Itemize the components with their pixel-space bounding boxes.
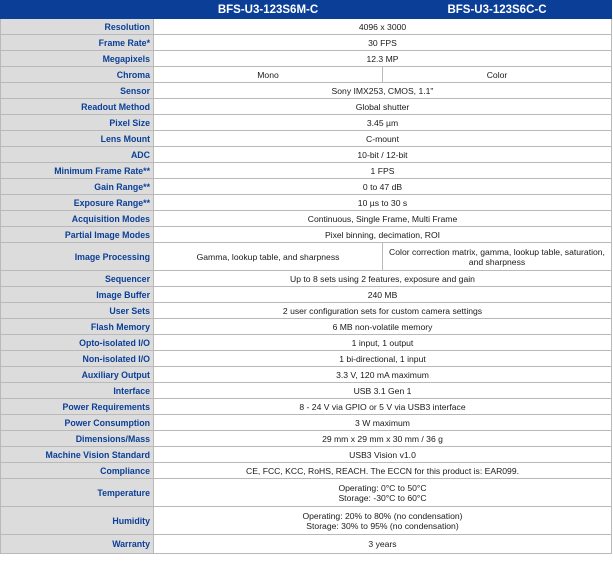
spec-value: USB3 Vision v1.0 xyxy=(154,447,612,463)
spec-label: Gain Range** xyxy=(1,179,154,195)
spec-value-color: Color xyxy=(383,67,612,83)
spec-label: Non-isolated I/O xyxy=(1,351,154,367)
spec-row xyxy=(1,163,612,179)
spec-row xyxy=(1,383,612,399)
spec-row xyxy=(1,99,612,115)
spec-value: 30 FPS xyxy=(154,35,612,51)
spec-value: CE, FCC, KCC, RoHS, REACH. The ECCN for this product is: EAR099. xyxy=(154,463,612,479)
spec-label: Machine Vision Standard xyxy=(1,447,154,463)
spec-label: Chroma xyxy=(1,67,154,83)
spec-label: Image Buffer xyxy=(1,287,154,303)
spec-label: Partial Image Modes xyxy=(1,227,154,243)
spec-label: Warranty xyxy=(1,535,154,554)
spec-label: Pixel Size xyxy=(1,115,154,131)
spec-value: 3 W maximum xyxy=(154,415,612,431)
spec-label: Dimensions/Mass xyxy=(1,431,154,447)
spec-value: 1 FPS xyxy=(154,163,612,179)
spec-label: Power Requirements xyxy=(1,399,154,415)
spec-value: Global shutter xyxy=(154,99,612,115)
spec-value-line: Operating: 0°C to 50°C xyxy=(338,482,427,493)
spec-row xyxy=(1,195,612,211)
spec-row xyxy=(1,51,612,67)
spec-value: USB 3.1 Gen 1 xyxy=(154,383,612,399)
corner-cell xyxy=(1,1,154,19)
spec-value: Sony IMX253, CMOS, 1.1" xyxy=(154,83,612,99)
spec-label: Readout Method xyxy=(1,99,154,115)
spec-value: 0 to 47 dB xyxy=(154,179,612,195)
spec-value: 2 user configuration sets for custom camera settings xyxy=(154,303,612,319)
spec-value: 12.3 MP xyxy=(154,51,612,67)
spec-value: 4096 x 3000 xyxy=(154,19,612,35)
spec-row xyxy=(1,287,612,303)
spec-label: Temperature xyxy=(1,479,154,507)
spec-row xyxy=(1,351,612,367)
spec-value: 3 years xyxy=(154,535,612,554)
spec-label: Opto-isolated I/O xyxy=(1,335,154,351)
spec-value-line: Storage: 30% to 95% (no condensation) xyxy=(306,520,459,531)
spec-row xyxy=(1,479,612,507)
spec-value xyxy=(154,479,612,507)
spec-label: Lens Mount xyxy=(1,131,154,147)
spec-row xyxy=(1,131,612,147)
spec-value: C-mount xyxy=(154,131,612,147)
spec-value-mono: Mono xyxy=(154,67,383,83)
spec-label: Acquisition Modes xyxy=(1,211,154,227)
spec-row xyxy=(1,319,612,335)
spec-label: Humidity xyxy=(1,507,154,535)
model-color-header: BFS-U3-123S6C-C xyxy=(383,1,612,19)
spec-label: User Sets xyxy=(1,303,154,319)
spec-value: 10 µs to 30 s xyxy=(154,195,612,211)
spec-label: Exposure Range** xyxy=(1,195,154,211)
spec-row xyxy=(1,83,612,99)
spec-value xyxy=(154,507,612,535)
spec-label: Minimum Frame Rate** xyxy=(1,163,154,179)
spec-row xyxy=(1,271,612,287)
spec-row xyxy=(1,115,612,131)
spec-value-mono: Gamma, lookup table, and sharpness xyxy=(154,243,383,271)
spec-value: 8 - 24 V via GPIO or 5 V via USB3 interface xyxy=(154,399,612,415)
spec-label: Interface xyxy=(1,383,154,399)
spec-value: 6 MB non-volatile memory xyxy=(154,319,612,335)
spec-label: Resolution xyxy=(1,19,154,35)
spec-value: 29 mm x 29 mm x 30 mm / 36 g xyxy=(154,431,612,447)
model-mono-header: BFS-U3-123S6M-C xyxy=(154,1,383,19)
spec-value-line: Storage: -30°C to 60°C xyxy=(338,492,427,503)
spec-row xyxy=(1,335,612,351)
spec-value: 1 bi-directional, 1 input xyxy=(154,351,612,367)
spec-value: 1 input, 1 output xyxy=(154,335,612,351)
spec-label: Frame Rate* xyxy=(1,35,154,51)
spec-value: 10-bit / 12-bit xyxy=(154,147,612,163)
spec-value: Continuous, Single Frame, Multi Frame xyxy=(154,211,612,227)
spec-row xyxy=(1,507,612,535)
spec-label: Compliance xyxy=(1,463,154,479)
spec-value-line: Operating: 20% to 80% (no condensation) xyxy=(302,510,463,521)
spec-body xyxy=(1,19,612,554)
spec-value: 3.3 V, 120 mA maximum xyxy=(154,367,612,383)
spec-row xyxy=(1,227,612,243)
spec-value: Pixel binning, decimation, ROI xyxy=(154,227,612,243)
spec-label: Image Processing xyxy=(1,243,154,271)
spec-row xyxy=(1,367,612,383)
spec-row xyxy=(1,463,612,479)
spec-row xyxy=(1,35,612,51)
spec-row xyxy=(1,243,612,271)
spec-row xyxy=(1,399,612,415)
spec-value: Up to 8 sets using 2 features, exposure and gain xyxy=(154,271,612,287)
spec-row xyxy=(1,19,612,35)
spec-value: 240 MB xyxy=(154,287,612,303)
spec-row xyxy=(1,303,612,319)
spec-row xyxy=(1,447,612,463)
spec-row xyxy=(1,179,612,195)
spec-value-color: Color correction matrix, gamma, lookup table, saturation, and sharpness xyxy=(383,243,612,271)
spec-label: Flash Memory xyxy=(1,319,154,335)
spec-label: Power Consumption xyxy=(1,415,154,431)
spec-label: ADC xyxy=(1,147,154,163)
spec-row xyxy=(1,415,612,431)
spec-label: Sensor xyxy=(1,83,154,99)
header-row xyxy=(1,1,612,19)
spec-row xyxy=(1,67,612,83)
spec-label: Auxiliary Output xyxy=(1,367,154,383)
spec-row xyxy=(1,211,612,227)
spec-row xyxy=(1,535,612,554)
spec-label: Megapixels xyxy=(1,51,154,67)
spec-label: Sequencer xyxy=(1,271,154,287)
spec-value: 3.45 µm xyxy=(154,115,612,131)
spec-row xyxy=(1,147,612,163)
spec-row xyxy=(1,431,612,447)
